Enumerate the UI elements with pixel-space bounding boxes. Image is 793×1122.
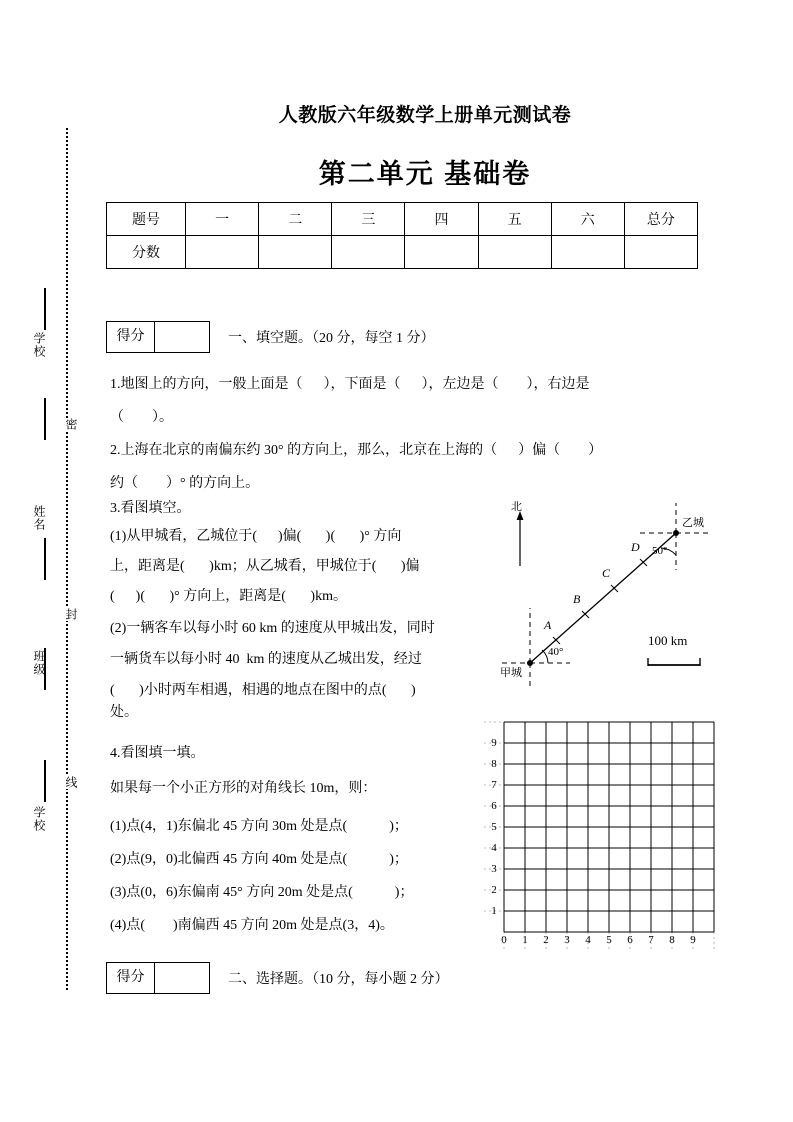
seal-rule-3: [44, 538, 46, 580]
section-title-2: 二、选择题。（10 分，每小题 2 分）: [228, 972, 449, 987]
score-box-1-value[interactable]: [155, 322, 209, 352]
seal-label-name: 姓名: [32, 505, 46, 531]
q4-line-1: 4.看图填一填。: [110, 746, 205, 761]
seal-char-xian: 线: [59, 776, 77, 789]
grid-x-label-2: 2: [543, 934, 549, 946]
route-point-b-label: B: [573, 592, 581, 606]
q3-line-3: 上，距离是( )km；从乙城看，甲城位于( )偏: [110, 559, 420, 574]
grid-x-label-5: 5: [606, 934, 612, 946]
score-box-2-value[interactable]: [155, 963, 209, 993]
grid-y-label-2: 2: [491, 884, 497, 896]
grid-y-label-5: 5: [491, 821, 497, 833]
seal-margin: [0, 0, 95, 1122]
score-cell-2[interactable]: [259, 236, 332, 269]
seal-label-school: 学校: [32, 806, 46, 832]
score-cell-3[interactable]: [332, 236, 405, 269]
seal-rule-5: [44, 760, 46, 802]
score-table-col-4: 四: [405, 203, 478, 236]
grid-y-label-9: 9: [491, 737, 497, 749]
grid-y-label-6: 6: [491, 800, 497, 812]
grid-y-label-1: 1: [491, 905, 497, 917]
q3-line-5: (2)一辆客车以每小时 60 km 的速度从甲城出发，同时: [110, 621, 435, 636]
q3-line-8: 处。: [110, 705, 138, 720]
score-table-col-5: 五: [478, 203, 551, 236]
q3-line-4: ( )( )° 方向上，距离是( )km。: [110, 589, 347, 604]
section-title-1: 一、填空题。（20 分，每空 1 分）: [228, 331, 435, 346]
table-row-scores: [107, 236, 698, 269]
q4-line-4: (2)点(9，0)北偏西 45 方向 40m 处是点( )；: [110, 852, 408, 867]
seal-dotted-line: [66, 128, 68, 990]
grid-x-label-1: 1: [522, 934, 528, 946]
q3-line-6: 一辆货车以每小时 40 km 的速度从乙城出发，经过: [110, 652, 422, 667]
grid-x-label-7: 7: [648, 934, 654, 946]
north-label: 北: [511, 501, 522, 513]
score-cell-total[interactable]: [624, 236, 697, 269]
grid-x-label-4: 4: [585, 934, 591, 946]
grid-x-label-9: 9: [690, 934, 696, 946]
score-cell-4[interactable]: [405, 236, 478, 269]
score-table-col-6: 六: [551, 203, 624, 236]
city-b-point: [673, 530, 679, 536]
score-box-2: [106, 962, 210, 994]
score-box-2-label: 得分: [107, 963, 155, 993]
q4-line-5: (3)点(0，6)东偏南 45° 方向 20m 处是点( )；: [110, 885, 414, 900]
score-cell-5[interactable]: [478, 236, 551, 269]
q4-line-3: (1)点(4，1)东偏北 45 方向 30m 处是点( )；: [110, 819, 408, 834]
angle-a-label: 40°: [548, 646, 564, 658]
score-table-row-label-number: 题号: [107, 203, 186, 236]
score-table-col-3: 三: [332, 203, 405, 236]
grid-y-label-8: 8: [491, 758, 497, 770]
q1-line-2: （ ）。: [110, 410, 173, 425]
seal-char-feng: 封: [59, 608, 77, 621]
q1-line-1: 1.地图上的方向，一般上面是（ ），下面是（ ），左边是（ ），右边是: [110, 377, 590, 392]
route-point-c-label: C: [602, 566, 611, 580]
grid-x-label-3: 3: [564, 934, 570, 946]
score-table-row-label-score: 分数: [107, 236, 186, 269]
city-a-point: [527, 660, 533, 666]
score-cell-6[interactable]: [551, 236, 624, 269]
seal-label-school-top: 学校: [32, 332, 46, 358]
grid-y-label-4: 4: [491, 842, 497, 854]
score-table-col-2: 二: [259, 203, 332, 236]
score-table-col-total: 总分: [624, 203, 697, 236]
grid-y-label-3: 3: [491, 863, 497, 875]
grid-x-label-6: 6: [627, 934, 633, 946]
score-table-col-1: 一: [186, 203, 259, 236]
score-cell-1[interactable]: [186, 236, 259, 269]
seal-label-class: 班级: [32, 650, 46, 676]
q2-line-1: 2.上海在北京的南偏东约 30° 的方向上，那么，北京在上海的（ ）偏（ ）: [110, 443, 603, 458]
q4-line-2: 如果每一个小正方形的对角线长 10m，则：: [110, 781, 377, 796]
score-table: [106, 202, 698, 269]
grid-x-label-8: 8: [669, 934, 675, 946]
scale-label: 100 km: [648, 633, 688, 648]
page-title: 人教版六年级数学上册单元测试卷: [278, 105, 572, 126]
coordinate-grid-svg: [478, 712, 730, 960]
seal-char-mi: 密: [59, 418, 77, 431]
city-b-label: 乙城: [682, 517, 704, 529]
seal-rule-1: [44, 288, 46, 330]
q3-line-1: 3.看图填空。: [110, 501, 191, 516]
q2-line-2: 约（ ）° 的方向上。: [110, 476, 260, 491]
route-point-d-label: D: [631, 540, 640, 554]
table-row-headers: [107, 203, 698, 236]
city-direction-diagram: [500, 498, 732, 693]
angle-b-label: 50°: [652, 545, 668, 557]
coordinate-grid: [478, 712, 730, 960]
seal-rule-2: [44, 398, 46, 440]
grid-y-label-7: 7: [491, 779, 497, 791]
q4-line-6: (4)点( )南偏西 45 方向 20m 处是点(3，4)。: [110, 918, 394, 933]
score-box-1-label: 得分: [107, 322, 155, 352]
route-point-a-label: A: [544, 618, 552, 632]
q3-line-2: (1)从甲城看，乙城位于( )偏( )( )° 方向: [110, 529, 402, 544]
city-a-label: 甲城: [500, 667, 522, 679]
page-subtitle: 第二单元 基础卷: [318, 159, 532, 189]
grid-x-label-0: 0: [501, 934, 507, 946]
score-box-1: [106, 321, 210, 353]
q3-line-7: ( )小时两车相遇，相遇的地点在图中的点( ): [110, 683, 416, 698]
